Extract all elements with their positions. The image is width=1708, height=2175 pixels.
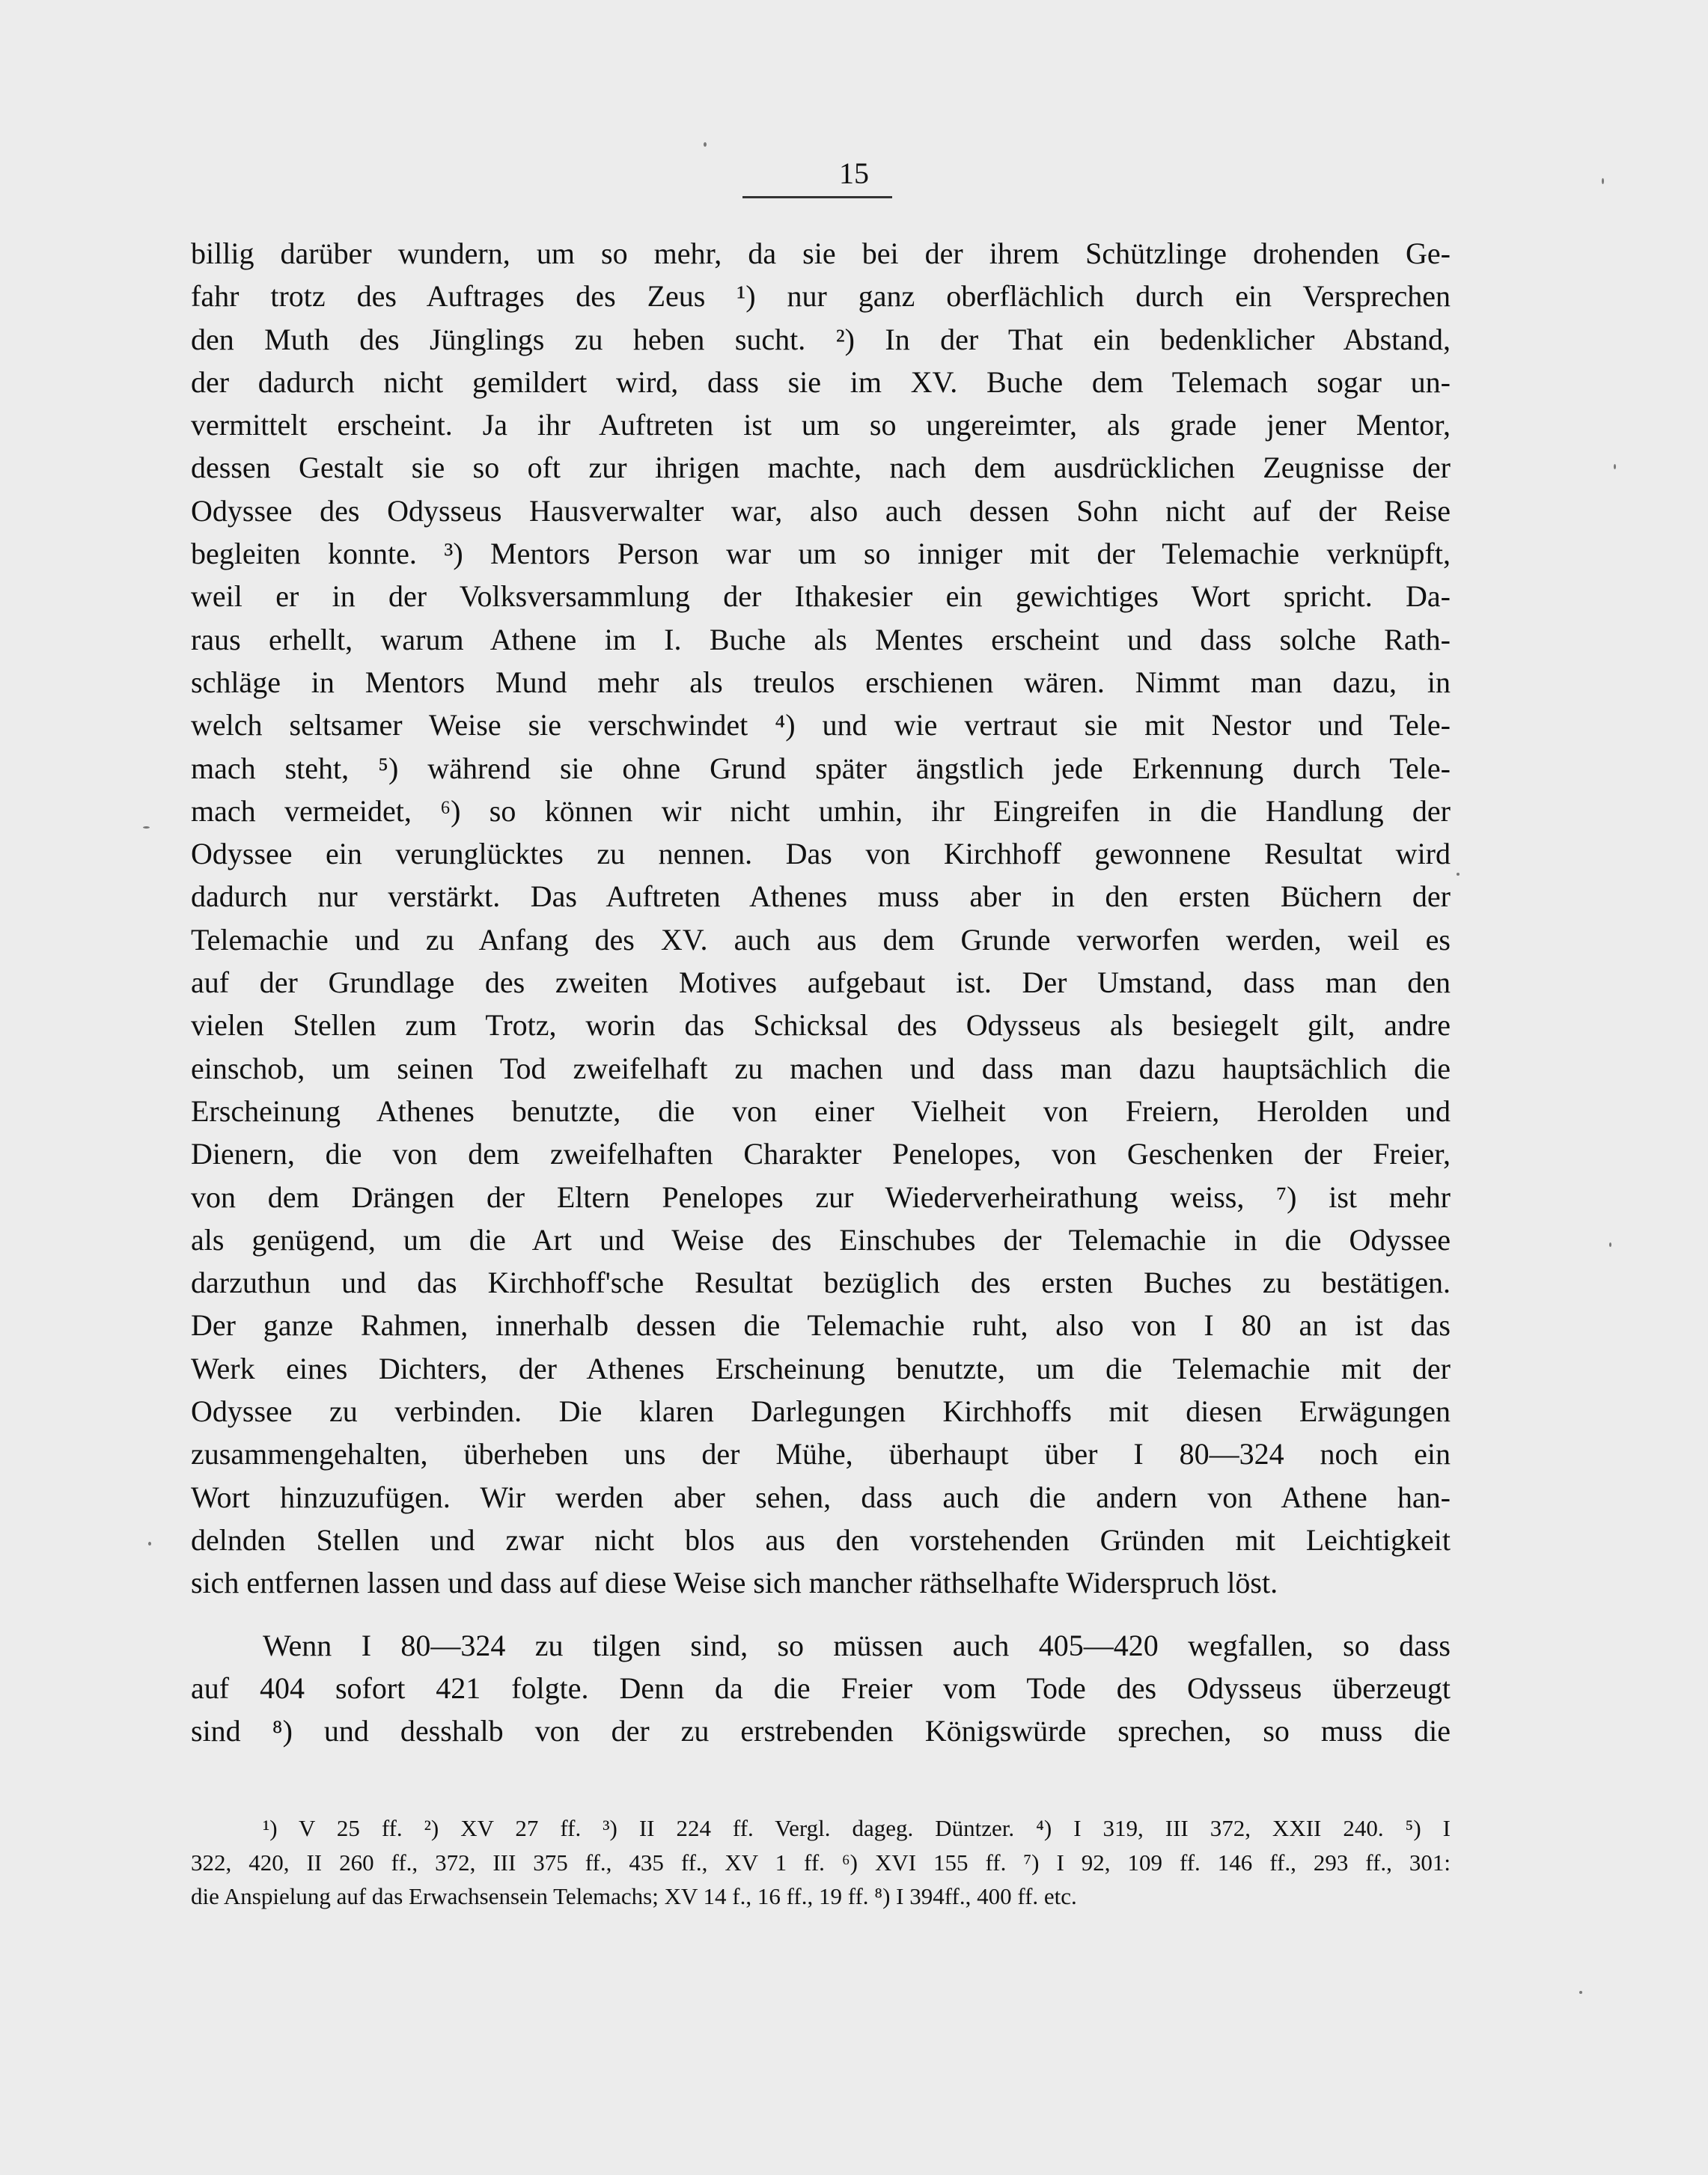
page-number-rule: [742, 196, 892, 198]
text-line: Odyssee des Odysseus Hausverwalter war, also auch dessen Sohn nicht auf der Reise: [191, 493, 1451, 528]
text-line: von dem Drängen der Eltern Penelopes zur Wiederverheirathung weiss, ⁷) ist mehr: [191, 1180, 1451, 1214]
text-line: Telemachie und zu Anfang des XV. auch aus dem Grunde verworfen werden, weil es: [191, 922, 1451, 957]
paper-speck: [1609, 1242, 1611, 1247]
paper-speck: [1614, 464, 1616, 469]
text-line: vielen Stellen zum Trotz, worin das Schicksal des Odysseus als besiegelt gilt, andre: [191, 1008, 1451, 1043]
text-line: den Muth des Jünglings zu heben sucht. ²) In der That ein bedenklicher Abstand,: [191, 322, 1451, 356]
text-line: Der ganze Rahmen, innerhalb dessen die Telemachie ruht, also von I 80 an ist das: [191, 1308, 1451, 1343]
paragraph-2: [191, 1624, 1451, 1753]
text-line: billig darüber wundern, um so mehr, da sie bei der ihrem Schützlinge drohenden Ge-: [191, 237, 1451, 270]
text-line: Odyssee ein verunglücktes zu nennen. Das von Kirchhoff gewonnene Resultat wird: [191, 837, 1451, 871]
paper-speck: [148, 1542, 151, 1546]
text-line: dessen Gestalt sie so oft zur ihrigen machte, nach dem ausdrücklichen Zeugnisse der: [191, 451, 1451, 485]
text-line: sich entfernen lassen und dass auf diese Weise sich mancher räthselhafte Widerspruch löst.: [191, 1566, 1278, 1600]
text-line: Wenn I 80—324 zu tilgen sind, so müssen auch 405—420 wegfallen, so dass: [263, 1628, 1451, 1662]
paragraph-spacer: [191, 1605, 1451, 1624]
text-line: delnden Stellen und zwar nicht blos aus den vorstehenden Gründen mit Leichtigkeit: [191, 1522, 1451, 1557]
text-line: mach vermeidet, ⁶) so können wir nicht umhin, ihr Eingreifen in die Handlung der: [191, 793, 1451, 828]
text-line: der dadurch nicht gemildert wird, dass sie im XV. Buche dem Telemach sogar un-: [191, 364, 1451, 399]
text-line: mach steht, ⁵) während sie ohne Grund später ängstlich jede Erkennung durch Tele-: [191, 751, 1451, 785]
text-line: als genügend, um die Art und Weise des Einschubes der Telemachie in die Odyssee: [191, 1222, 1451, 1257]
footnotes: [191, 1811, 1451, 1914]
text-line: welch seltsamer Weise sie verschwindet ⁴) und wie vertraut sie mit Nestor und Tele-: [191, 708, 1451, 742]
paper-speck: [1579, 1991, 1582, 1994]
text-line: zusammengehalten, überheben uns der Mühe, überhaupt über I 80—324 noch ein: [191, 1437, 1451, 1471]
text-line: vermittelt erscheint. Ja ihr Auftreten ist um so ungereimter, als grade jener Mentor,: [191, 408, 1451, 442]
text-line: schläge in Mentors Mund mehr als treulos erschienen wären. Nimmt man dazu, in: [191, 665, 1451, 699]
main-text: [191, 232, 1451, 1752]
page-number: 15: [839, 156, 869, 190]
text-line: dadurch nur verstärkt. Das Auftreten Athenes muss aber in den ersten Büchern der: [191, 879, 1451, 914]
text-line: Odyssee zu verbinden. Die klaren Darlegungen Kirchhoffs mit diesen Erwägungen: [191, 1394, 1451, 1429]
text-line: Werk eines Dichters, der Athenes Erscheinung benutzte, um die Telemachie mit der: [191, 1351, 1451, 1385]
text-line: darzuthun und das Kirchhoff'sche Resultat bezüglich des ersten Buches zu bestätigen.: [191, 1266, 1451, 1300]
text-line: weil er in der Volksversammlung der Ithakesier ein gewichtiges Wort spricht. Da-: [191, 579, 1451, 614]
text-line: auf 404 sofort 421 folgte. Denn da die Freier vom Tode des Odysseus überzeugt: [191, 1671, 1451, 1705]
text-line: sind ⁸) und desshalb von der zu erstrebenden Königswürde sprechen, so muss die: [191, 1714, 1451, 1748]
paper-speck: [143, 826, 150, 829]
text-line: fahr trotz des Auftrages des Zeus ¹) nur ganz oberflächlich durch ein Versprechen: [191, 279, 1451, 314]
footnote-line: ¹) V 25 ff. ²) XV 27 ff. ³) II 224 ff. Vergl. dageg. Düntzer. ⁴) I 319, III 372, XXII 240. ⁵) I: [263, 1815, 1451, 1841]
text-line: Erscheinung Athenes benutzte, die von einer Vielheit von Freiern, Herolden und: [191, 1093, 1451, 1128]
text-line: Wort hinzuzufügen. Wir werden aber sehen, dass auch die andern von Athene han-: [191, 1480, 1451, 1514]
paper-speck: [1602, 178, 1604, 184]
text-line: begleiten konnte. ³) Mentors Person war um so inniger mit der Telemachie verknüpft,: [191, 537, 1451, 571]
text-line: Dienern, die von dem zweifelhaften Charakter Penelopes, von Geschenken der Freier,: [191, 1137, 1451, 1171]
text-line: auf der Grundlage des zweiten Motives aufgebaut ist. Der Umstand, dass man den: [191, 966, 1451, 1000]
footnote-line: 322, 420, II 260 ff., 372, III 375 ff., 435 ff., XV 1 ff. ⁶) XVI 155 ff. ⁷) I 92, 109 ff. 146 ff., 293 ff., 301:: [191, 1849, 1451, 1876]
paper-speck: [1457, 873, 1460, 876]
paragraph-1: [191, 232, 1451, 1605]
text-line: raus erhellt, warum Athene im I. Buche als Mentes erscheint und dass solche Rath-: [191, 622, 1451, 656]
text-line: einschob, um seinen Tod zweifelhaft zu machen und dass man dazu hauptsächlich die: [191, 1051, 1451, 1085]
footnote-line: die Anspielung auf das Erwachsensein Telemachs; XV 14 f., 16 ff., 19 ff. ⁸) I 394ff., 400 ff. etc.: [191, 1883, 1077, 1909]
paper-speck: [704, 142, 707, 147]
